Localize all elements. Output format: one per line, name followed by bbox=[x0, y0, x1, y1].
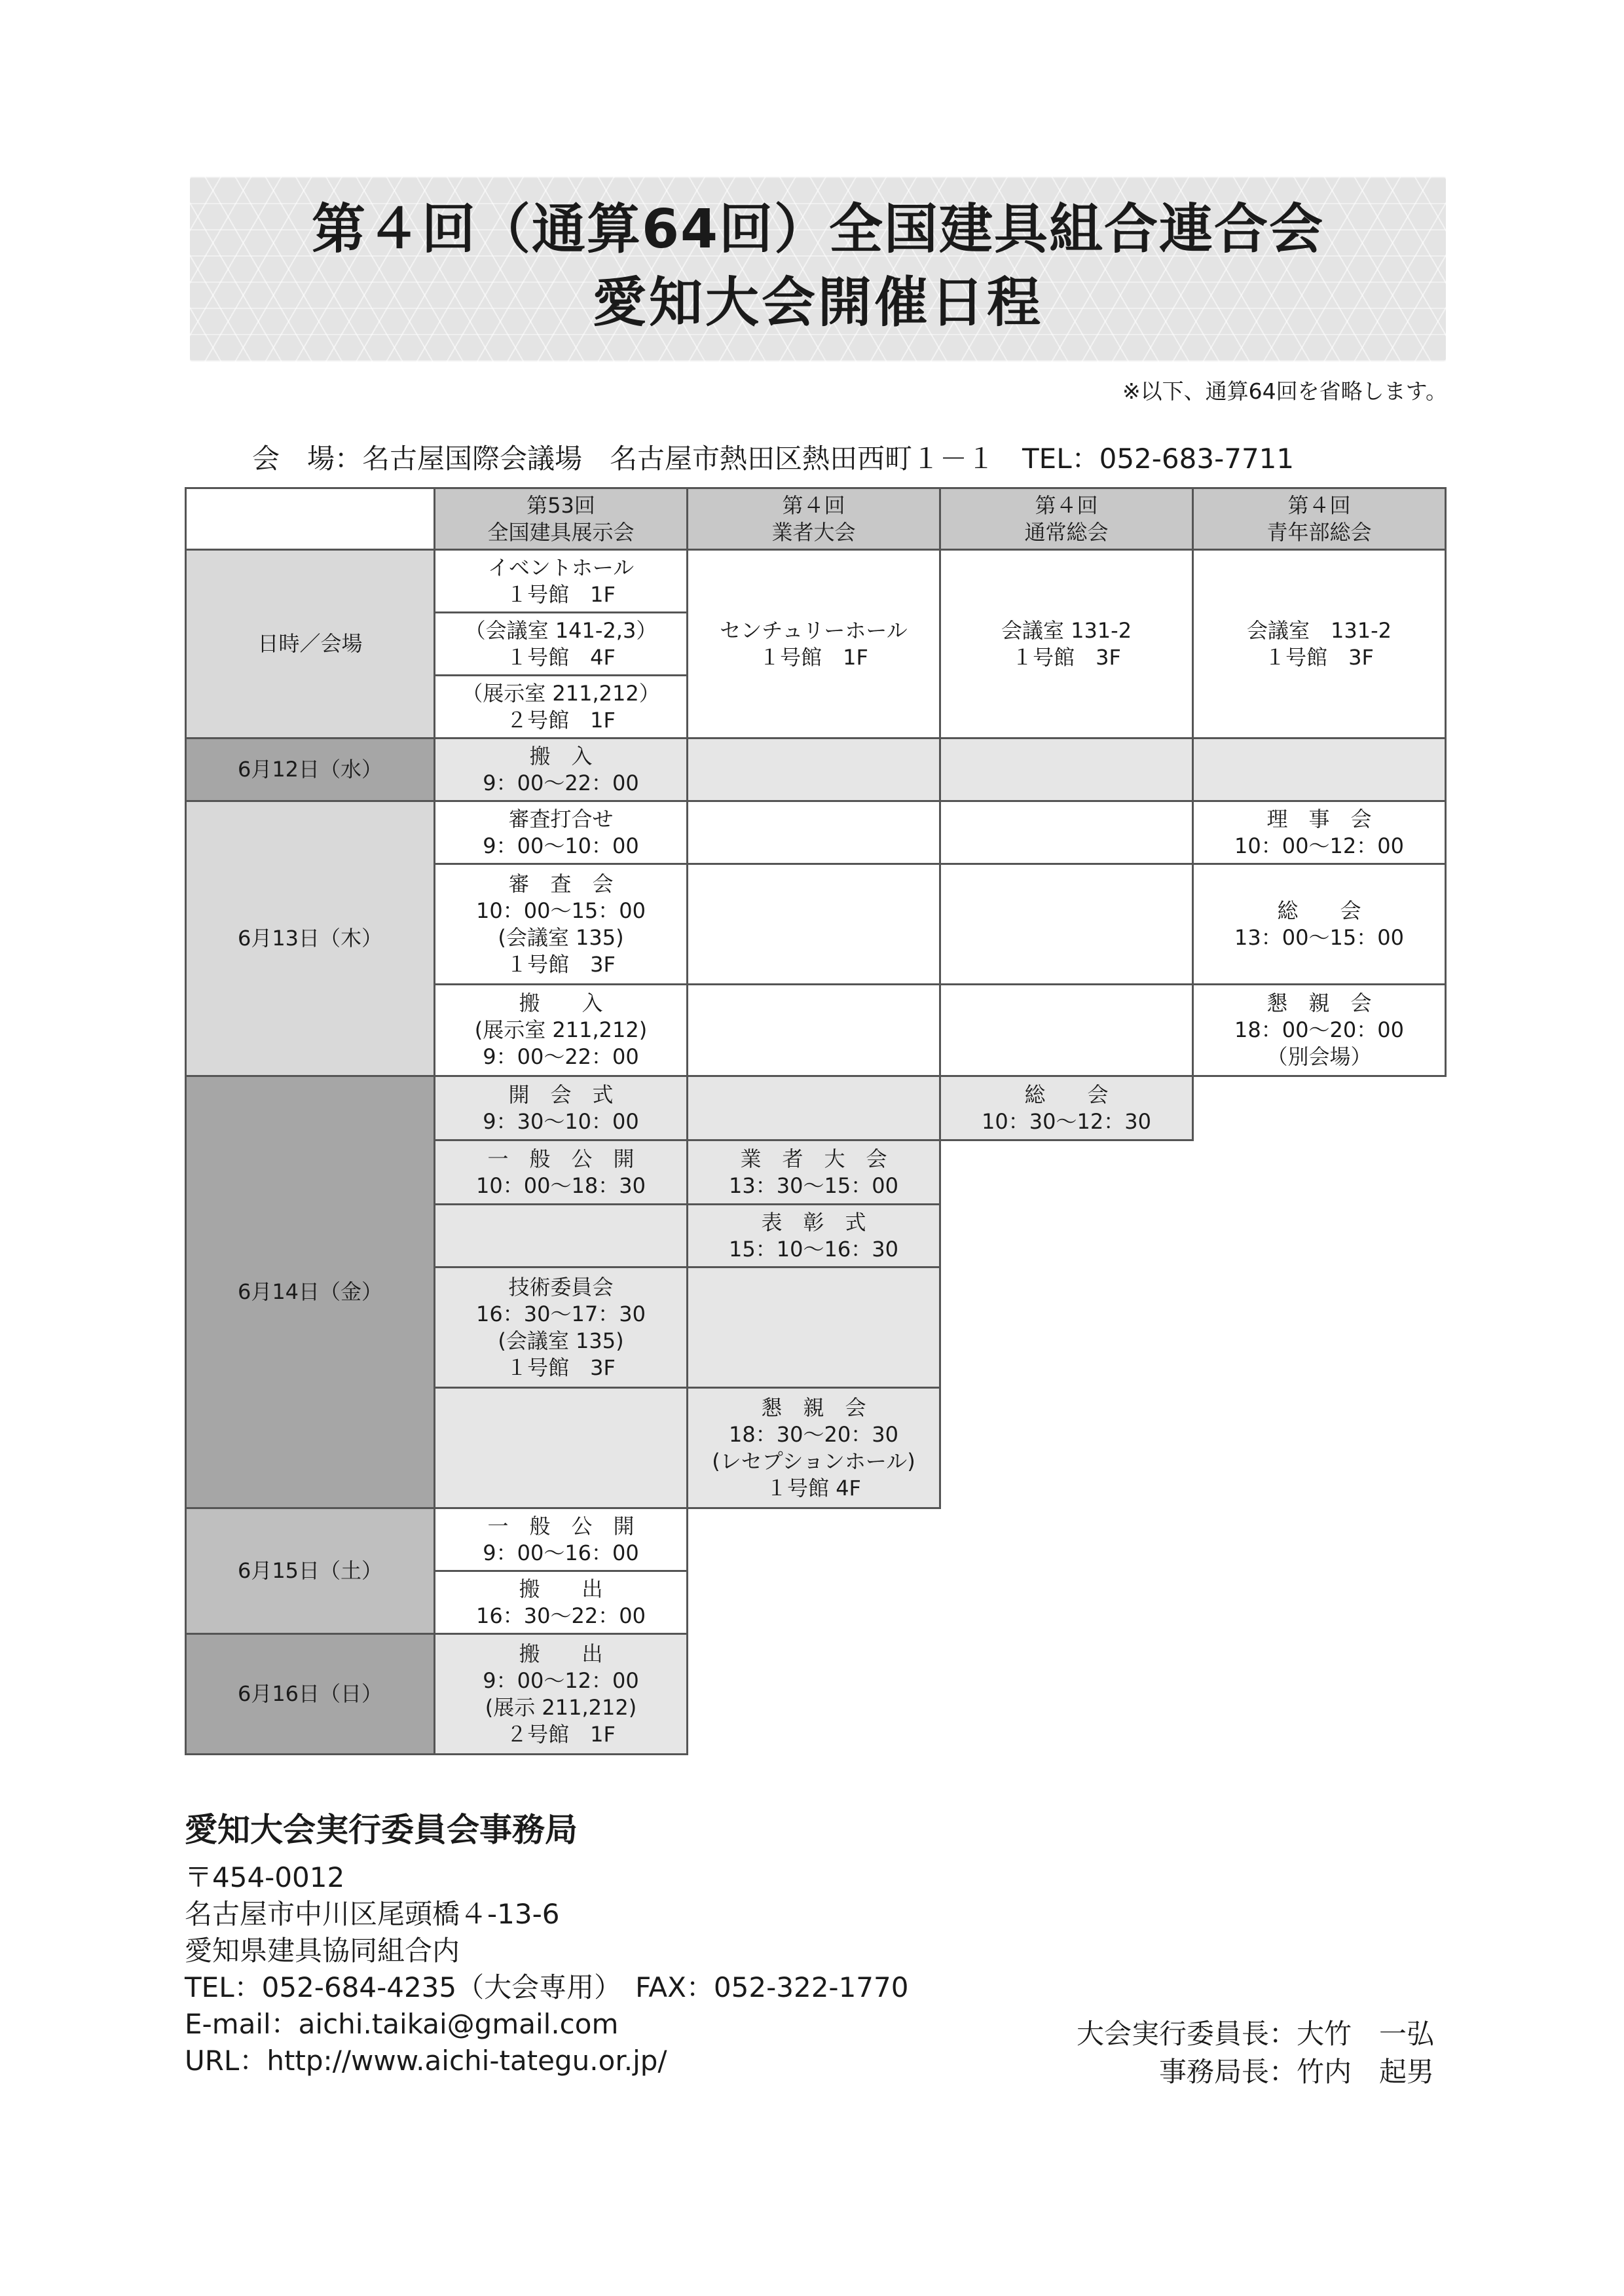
office-url: URL：http://www.aichi-tategu.or.jp/ bbox=[185, 2045, 667, 2077]
cell-d14-exhibit-2: 一 般 公 開 10：00～18：30 bbox=[435, 1140, 688, 1205]
venue-youth: 会議室 131-2 １号館 3F bbox=[1193, 550, 1446, 738]
date-jun-13: 6月13日（木） bbox=[186, 801, 435, 1076]
cell-d14-business-5: 懇 親 会 18：30～20：30 (レセプションホール) １号館 4F bbox=[688, 1388, 940, 1508]
abbreviation-note: ※以下、通算64回を省略します。 bbox=[1122, 378, 1447, 404]
cell-d14-exhibit-1: 開 会 式 9：30～10：00 bbox=[435, 1076, 688, 1140]
secretary-signature: 事務局長：竹内 起男 bbox=[1158, 2056, 1434, 2088]
title-banner bbox=[190, 177, 1446, 361]
cell-d15-exhibit-2: 搬 出 16：30～22：00 bbox=[435, 1571, 688, 1634]
cell-d14-business-4 bbox=[688, 1267, 940, 1388]
label-datetime-venue: 日時／会場 bbox=[186, 550, 435, 738]
header-exhibition: 第53回 全国建具展示会 bbox=[435, 488, 688, 550]
cell-d12-general bbox=[940, 738, 1193, 801]
cell-d14-exhibit-4: 技術委員会 16：30～17：30 (会議室 135) １号館 3F bbox=[435, 1267, 688, 1388]
office-email: E-mail：aichi.taikai@gmail.com bbox=[185, 2008, 619, 2040]
office-building: 愛知県建具協同組合内 bbox=[185, 1935, 460, 1967]
cell-d13-exhibit-1: 審査打合せ 9：00～10：00 bbox=[435, 801, 688, 864]
cell-d14-exhibit-3 bbox=[435, 1205, 688, 1267]
office-address: 名古屋市中川区尾頭橋４-13-6 bbox=[185, 1898, 560, 1930]
office-contact bbox=[185, 1859, 908, 2079]
cell-d14-business-1 bbox=[688, 1076, 940, 1140]
cell-d13-youth-1: 理 事 会 10：00～12：00 bbox=[1193, 801, 1446, 864]
venue-exhibit-3: （展示室 211,212） ２号館 1F bbox=[435, 676, 688, 738]
date-jun-14: 6月14日（金） bbox=[186, 1076, 435, 1508]
cell-d15-exhibit-1: 一 般 公 開 9：00～16：00 bbox=[435, 1508, 688, 1571]
schedule-table bbox=[185, 487, 1447, 1755]
venue-exhibit-1: イベントホール １号館 1F bbox=[435, 550, 688, 613]
office-title: 愛知大会実行委員会事務局 bbox=[185, 1811, 578, 1849]
blank-area-general bbox=[940, 1140, 1193, 1634]
cell-d13-general-2 bbox=[940, 864, 1193, 985]
cell-d13-business-3 bbox=[688, 985, 940, 1076]
cell-d12-youth bbox=[1193, 738, 1446, 801]
cell-d14-exhibit-5 bbox=[435, 1388, 688, 1508]
postal-code: 〒454-0012 bbox=[185, 1861, 345, 1893]
date-jun-16: 6月16日（日） bbox=[186, 1634, 435, 1755]
cell-d13-youth-2: 総 会 13：00～15：00 bbox=[1193, 864, 1446, 985]
cell-d14-business-2: 業 者 大 会 13：30～15：00 bbox=[688, 1140, 940, 1205]
cell-d13-exhibit-3: 搬 入 (展示室 211,212) 9：00～22：00 bbox=[435, 985, 688, 1076]
venue-business: センチュリーホール １号館 1F bbox=[688, 550, 940, 738]
cell-d12-business bbox=[688, 738, 940, 801]
venue-exhibit-2: （会議室 141-2,3） １号館 4F bbox=[435, 613, 688, 676]
office-tel-fax: TEL：052-684-4235（大会専用） FAX：052-322-1770 bbox=[185, 1971, 909, 2003]
blank-area-youth bbox=[1193, 1076, 1446, 1634]
date-jun-15: 6月15日（土） bbox=[186, 1508, 435, 1634]
blank-area-business bbox=[688, 1508, 940, 1755]
cell-d13-general-1 bbox=[940, 801, 1193, 864]
venue-line: 会 場：名古屋国際会議場 名古屋市熱田区熱田西町１－１ TEL：052-683-7711 bbox=[252, 443, 1295, 475]
cell-d13-exhibit-2: 審 査 会 10：00～15：00 (会議室 135) １号館 3F bbox=[435, 864, 688, 985]
signatures bbox=[1077, 2015, 1434, 2091]
header-business-meeting: 第４回 業者大会 bbox=[688, 488, 940, 550]
title-line-1: 第４回（通算64回）全国建具組合連合会 bbox=[311, 198, 1325, 261]
cell-d16-exhibit-1: 搬 出 9：00～12：00 (展示 211,212) ２号館 1F bbox=[435, 1634, 688, 1755]
cell-d13-business-2 bbox=[688, 864, 940, 985]
cell-d13-general-3 bbox=[940, 985, 1193, 1076]
venue-general: 会議室 131-2 １号館 3F bbox=[940, 550, 1193, 738]
header-corner bbox=[186, 488, 435, 550]
cell-d14-business-3: 表 彰 式 15：10～16：30 bbox=[688, 1205, 940, 1267]
cell-d13-business-1 bbox=[688, 801, 940, 864]
cell-d12-exhibit: 搬 入 9：00～22：00 bbox=[435, 738, 688, 801]
chair-signature: 大会実行委員長：大竹 一弘 bbox=[1076, 2018, 1434, 2050]
header-general-assembly: 第４回 通常総会 bbox=[940, 488, 1193, 550]
title-line-2: 愛知大会開催日程 bbox=[592, 272, 1043, 334]
date-jun-12: 6月12日（水） bbox=[186, 738, 435, 801]
cell-d14-general-1: 総 会 10：30～12：30 bbox=[940, 1076, 1193, 1140]
header-youth-assembly: 第４回 青年部総会 bbox=[1193, 488, 1446, 550]
cell-d13-youth-3: 懇 親 会 18：00～20：00 （別会場） bbox=[1193, 985, 1446, 1076]
